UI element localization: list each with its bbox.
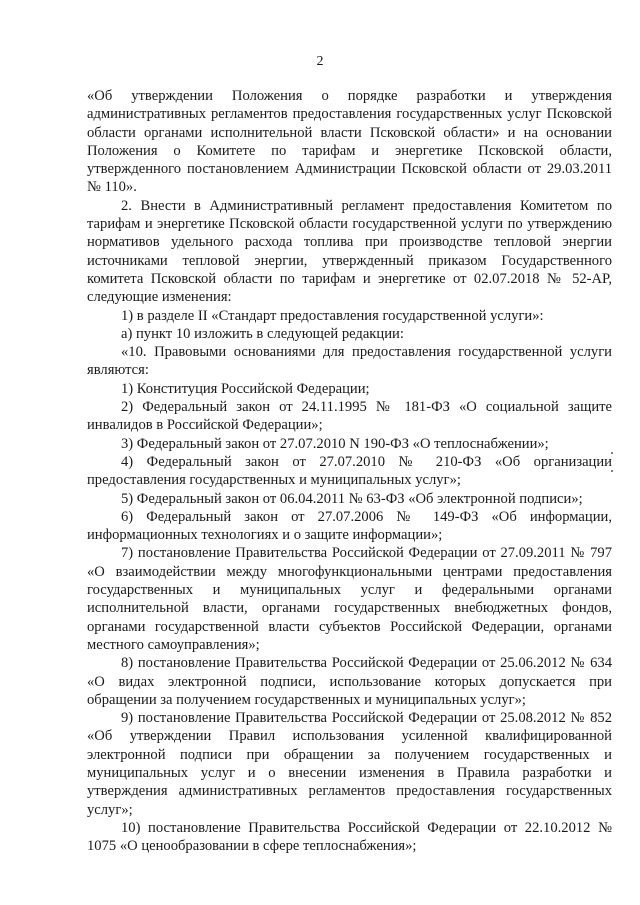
document-paragraph: 2. Внести в Административный регламент предоставления Комитетом по тарифам и энергетике Псковской области государственной услуги по утверждению нормативов удельного расхода топлива при производстве тепловой энергии источниками тепловой энергии, утвержденный приказом Государственного комитета Псковской области по тарифам и энергетике от 02.07.2018 № 52-АР, следующие изменения: — [87, 197, 612, 306]
document-body — [87, 87, 612, 855]
document-paragraph: 7) постановление Правительства Российской Федерации от 27.09.2011 № 797 «О взаимодействии между многофункциональными центрами предоставления государственных и муниципальных услуг и федеральными органами исполнительной власти, органами государственных внебюджетных фондов, органами государственной власти субъектов Российской Федерации, органами местного самоуправления»; — [87, 545, 612, 653]
document-paragraph: «10. Правовыми основаниями для предоставления государственной услуги являются: — [87, 344, 612, 379]
document-paragraph: 2) Федеральный закон от 24.11.1995 № 181-ФЗ «О социальной защите инвалидов в Российской Федерации»; — [87, 399, 612, 434]
document-paragraph: 5) Федеральный закон от 06.04.2011 № 63-ФЗ «Об электронной подписи»; — [121, 490, 583, 507]
document-paragraph: «Об утверждении Положения о порядке разработки и утверждения административных регламентов предоставления государственных услуг Псковской области органами исполнительной власти Псковской области» и на основании Положения о Комитете по тарифам и энергетике Псковской области, утвержденного постановлением Администрации Псковской области от 29.03.2011 № 110». — [87, 88, 612, 196]
page-number: 2 — [316, 54, 324, 69]
document-paragraph: 6) Федеральный закон от 27.07.2006 № 149-ФЗ «Об информации, информационных технологиях и о защите информации»; — [87, 508, 612, 544]
scan-speck — [611, 470, 613, 472]
document-paragraph: 1) Конституция Российской Федерации; — [121, 380, 370, 397]
document-paragraph: 1) в разделе II «Стандарт предоставления государственной услуги»: — [121, 307, 544, 324]
document-paragraph: 8) постановление Правительства Российской Федерации от 25.06.2012 № 634 «О видах электронной подписи, использование которых допускается при обращении за получением государственных и муниципальных услуг»; — [87, 655, 612, 708]
document-paragraph: 10) постановление Правительства Российской Федерации от 22.10.2012 № 1075 «О ценообразовании в сфере теплоснабжения»; — [87, 819, 612, 855]
document-paragraph: 9) постановление Правительства Российской Федерации от 25.08.2012 № 852 «Об утверждении Правил использования усиленной квалифицированной электронной подписи при обращении за получением государственных и муниципальных услуг и о внесении изменения в Правила разработки и утверждения административных регламентов предоставления государственных услуг»; — [87, 710, 612, 818]
document-paragraph: 4) Федеральный закон от 27.07.2010 № 210-ФЗ «Об организации предоставления государственных и муниципальных услуг»; — [87, 453, 612, 489]
document-paragraph: а) пункт 10 изложить в следующей редакции: — [121, 325, 404, 342]
scan-speck — [611, 452, 613, 454]
document-paragraph: 3) Федеральный закон от 27.07.2010 N 190-ФЗ «О теплоснабжении»; — [121, 435, 549, 452]
